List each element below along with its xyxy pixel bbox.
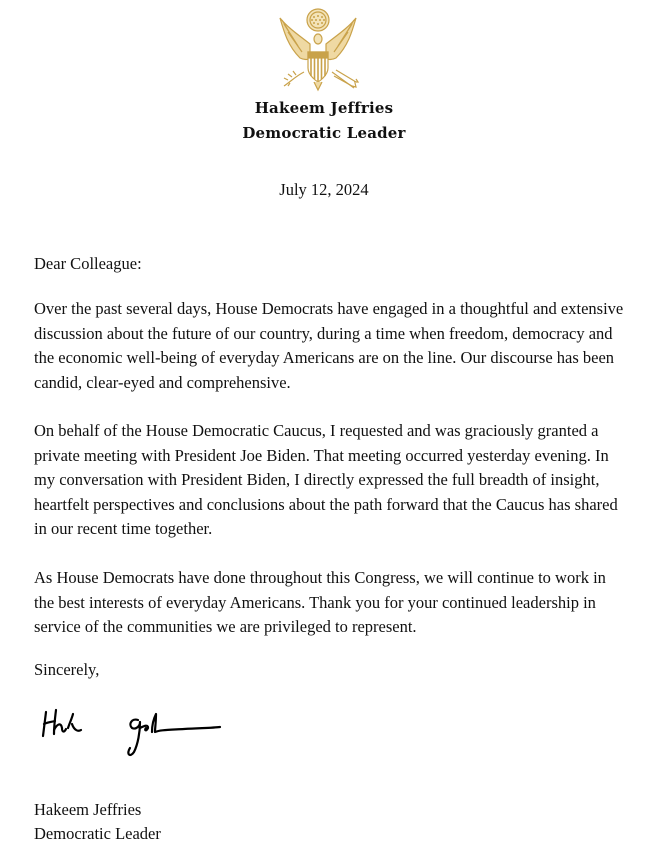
letterhead-title: Democratic Leader (242, 124, 406, 142)
handwritten-signature-icon (34, 702, 234, 764)
great-seal-eagle-icon (274, 6, 362, 92)
body-paragraph-3: As House Democrats have done throughout this Congress, we will continue to work in the best interests of everyday Americans. Thank you for your continued leadership in service of the communities we are privileged to represent. (34, 568, 606, 637)
letter-date: July 12, 2024 (279, 180, 369, 199)
salutation: Dear Colleague: (34, 254, 142, 273)
signer-name: Hakeem Jeffries (34, 800, 142, 819)
signer-title: Democratic Leader (34, 824, 161, 843)
closing: Sincerely, (34, 660, 100, 679)
body-paragraph-2: On behalf of the House Democratic Caucus, I requested and was graciously granted a private meeting with President Joe Biden. That meeting occurred yesterday evening. In my conversation with President Biden, I directly expressed the full breadth of insight, heartfelt perspectives and conclusions about the path forward that the Caucus has shared in our recent time together. (34, 421, 618, 539)
body-paragraph-1: Over the past several days, House Democrats have engaged in a thoughtful and extensive discussion about the future of our country, during a time when freedom, democracy and the economic well-being of everyday Americans are on the line. Our discourse has been candid, clear-eyed and comprehensive. (34, 299, 624, 392)
letterhead-name: Hakeem Jeffries (254, 99, 394, 117)
